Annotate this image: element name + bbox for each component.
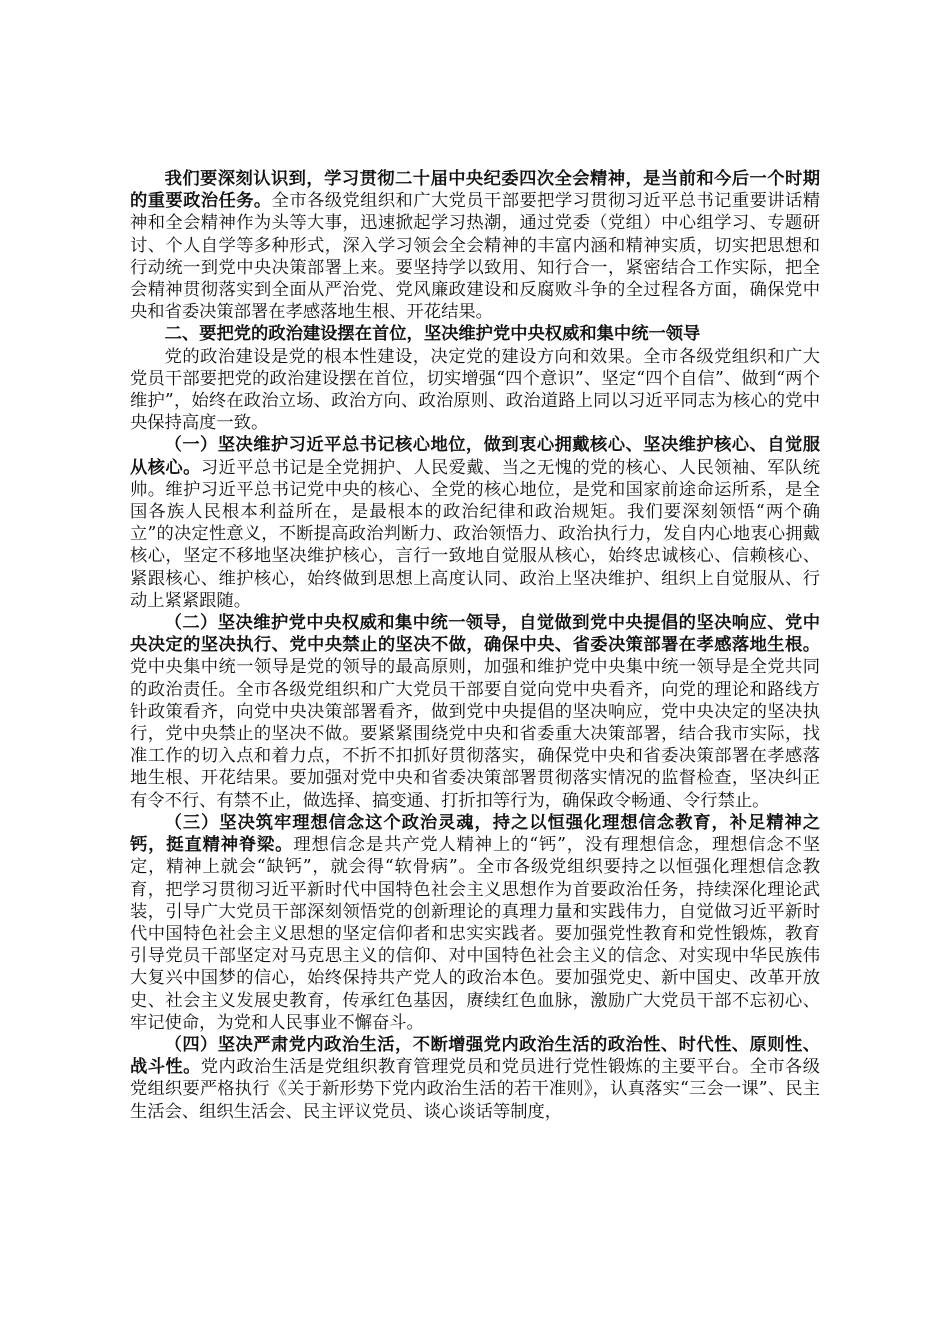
- item-3: [130, 812, 820, 1034]
- item-1-body: 习近平总书记是全党拥护、人民爱戴、当之无愧的党的核心、人民领袖、军队统帅。维护习近平总书记党中央的核心、全党的核心地位，是党和国家前途命运所系，是全国各族人民根本利益所在，是最根本的政治纪律和政治规矩。我们要深刻领悟“两个确立”的决定性意义，不断提高政治判断力、政治领悟力、政治执行力，发自内心地衷心拥戴核心，坚定不移地坚决维护核心，言行一致地自觉服从核心，始终忠诚核心、信赖核心、紧跟核心、维护核心，始终做到思想上高度认同、政治上坚决维护、组织上自觉服从、行动上紧紧跟随。: [130, 457, 820, 611]
- paragraph-intro-body: 全市各级党组织和广大党员干部要把学习贯彻习近平总书记重要讲话精神和全会精神作为头等大事，迅速掀起学习热潮，通过党委（党组）中心组学习、专题研讨、个人自学等多种形式，深入学习领会全会精神的丰富内涵和精神实质，切实把思想和行动统一到党中央决策部署上来。要坚持学以致用、知行合一，紧密结合工作实际，把全会精神贯彻落实到全面从严治党、党风廉政建设和反腐败斗争的全过程各方面，确保党中央和省委决策部署在孝感落地生根、开花结果。: [130, 191, 820, 323]
- item-2-lead: （二）坚决维护党中央权威和集中统一领导，自觉做到党中央提倡的坚决响应、党中央决定的坚决执行、党中央禁止的坚决不做，确保中央、省委决策部署在孝感落地生根。: [130, 613, 820, 656]
- section-2-intro: 党的政治建设是党的根本性建设，决定党的建设方向和效果。全市各级党组织和广大党员干部要把党的政治建设摆在首位，切实增强“四个意识”、坚定“四个自信”、做到“两个维护”，始终在政治立场、政治方向、政治原则、政治道路上同以习近平同志为核心的党中央保持高度一致。: [130, 346, 820, 434]
- paragraph-intro-lead: 我们要深刻认识到，学习贯彻二十届中央纪委四次全会精神，是当前和今后一个时期的重要政治任务。: [130, 169, 820, 212]
- document-page: [130, 168, 820, 1123]
- item-4: [130, 1034, 820, 1123]
- item-3-body: 理想信念是共产党人精神上的“钙”，没有理想信念，理想信念不坚定，精神上就会“缺钙”，就会得“软骨病”。全市各级党组织要持之以恒强化理想信念教育，把学习贯彻习近平新时代中国特色社会主义思想作为首要政治任务，持续深化理论武装，引导广大党员干部深刻领悟党的创新理论的真理力量和实践伟力，自觉做习近平新时代中国特色社会主义思想的坚定信仰者和忠实实践者。要加强党性教育和党性锻炼，教育引导党员干部坚定对马克思主义的信仰、对中国特色社会主义的信念、对实现中华民族伟大复兴中国梦的信心，始终保持共产党人的政治本色。要加强党史、新中国史、改革开放史、社会主义发展史教育，传承红色基因，赓续红色血脉，激励广大党员干部不忘初心、牢记使命，为党和人民事业不懈奋斗。: [130, 835, 820, 1033]
- item-2: [130, 612, 820, 812]
- paragraph-intro: [130, 168, 820, 323]
- item-1: [130, 434, 820, 612]
- item-3-lead: （三）坚决筑牢理想信念这个政治灵魂，持之以恒强化理想信念教育，补足精神之钙，挺直精神脊梁。: [130, 812, 820, 856]
- item-4-lead: （四）坚决严肃党内政治生活，不断增强党内政治生活的政治性、时代性、原则性、战斗性。: [130, 1034, 820, 1078]
- item-4-body: 党内政治生活是党组织教育管理党员和党员进行党性锻炼的主要平台。全市各级党组织要严格执行《关于新形势下党内政治生活的若干准则》，认真落实“三会一课”、民主生活会、组织生活会、民主评议党员、谈心谈话等制度，: [130, 1057, 820, 1122]
- item-2-body: 党中央集中统一领导是党的领导的最高原则，加强和维护党中央集中统一领导是全党共同的政治责任。全市各级党组织和广大党员干部要自觉向党中央看齐，向党的理论和路线方针政策看齐，向党中央决策部署看齐，做到党中央提倡的坚决响应，党中央决定的坚决执行，党中央禁止的坚决不做。要紧紧围绕党中央和省委重大决策部署，结合我市实际，找准工作的切入点和着力点，不折不扣抓好贯彻落实，确保党中央和省委决策部署在孝感落地生根、开花结果。要加强对党中央和省委决策部署贯彻落实情况的监督检查，坚决纠正有令不行、有禁不止，做选择、搞变通、打折扣等行为，确保政令畅通、令行禁止。: [130, 657, 820, 811]
- section-heading-2: 二、要把党的政治建设摆在首位，坚决维护党中央权威和集中统一领导: [164, 324, 701, 345]
- item-1-lead: （一）坚决维护习近平总书记核心地位，做到衷心拥戴核心、坚决维护核心、自觉服从核心。: [130, 435, 820, 478]
